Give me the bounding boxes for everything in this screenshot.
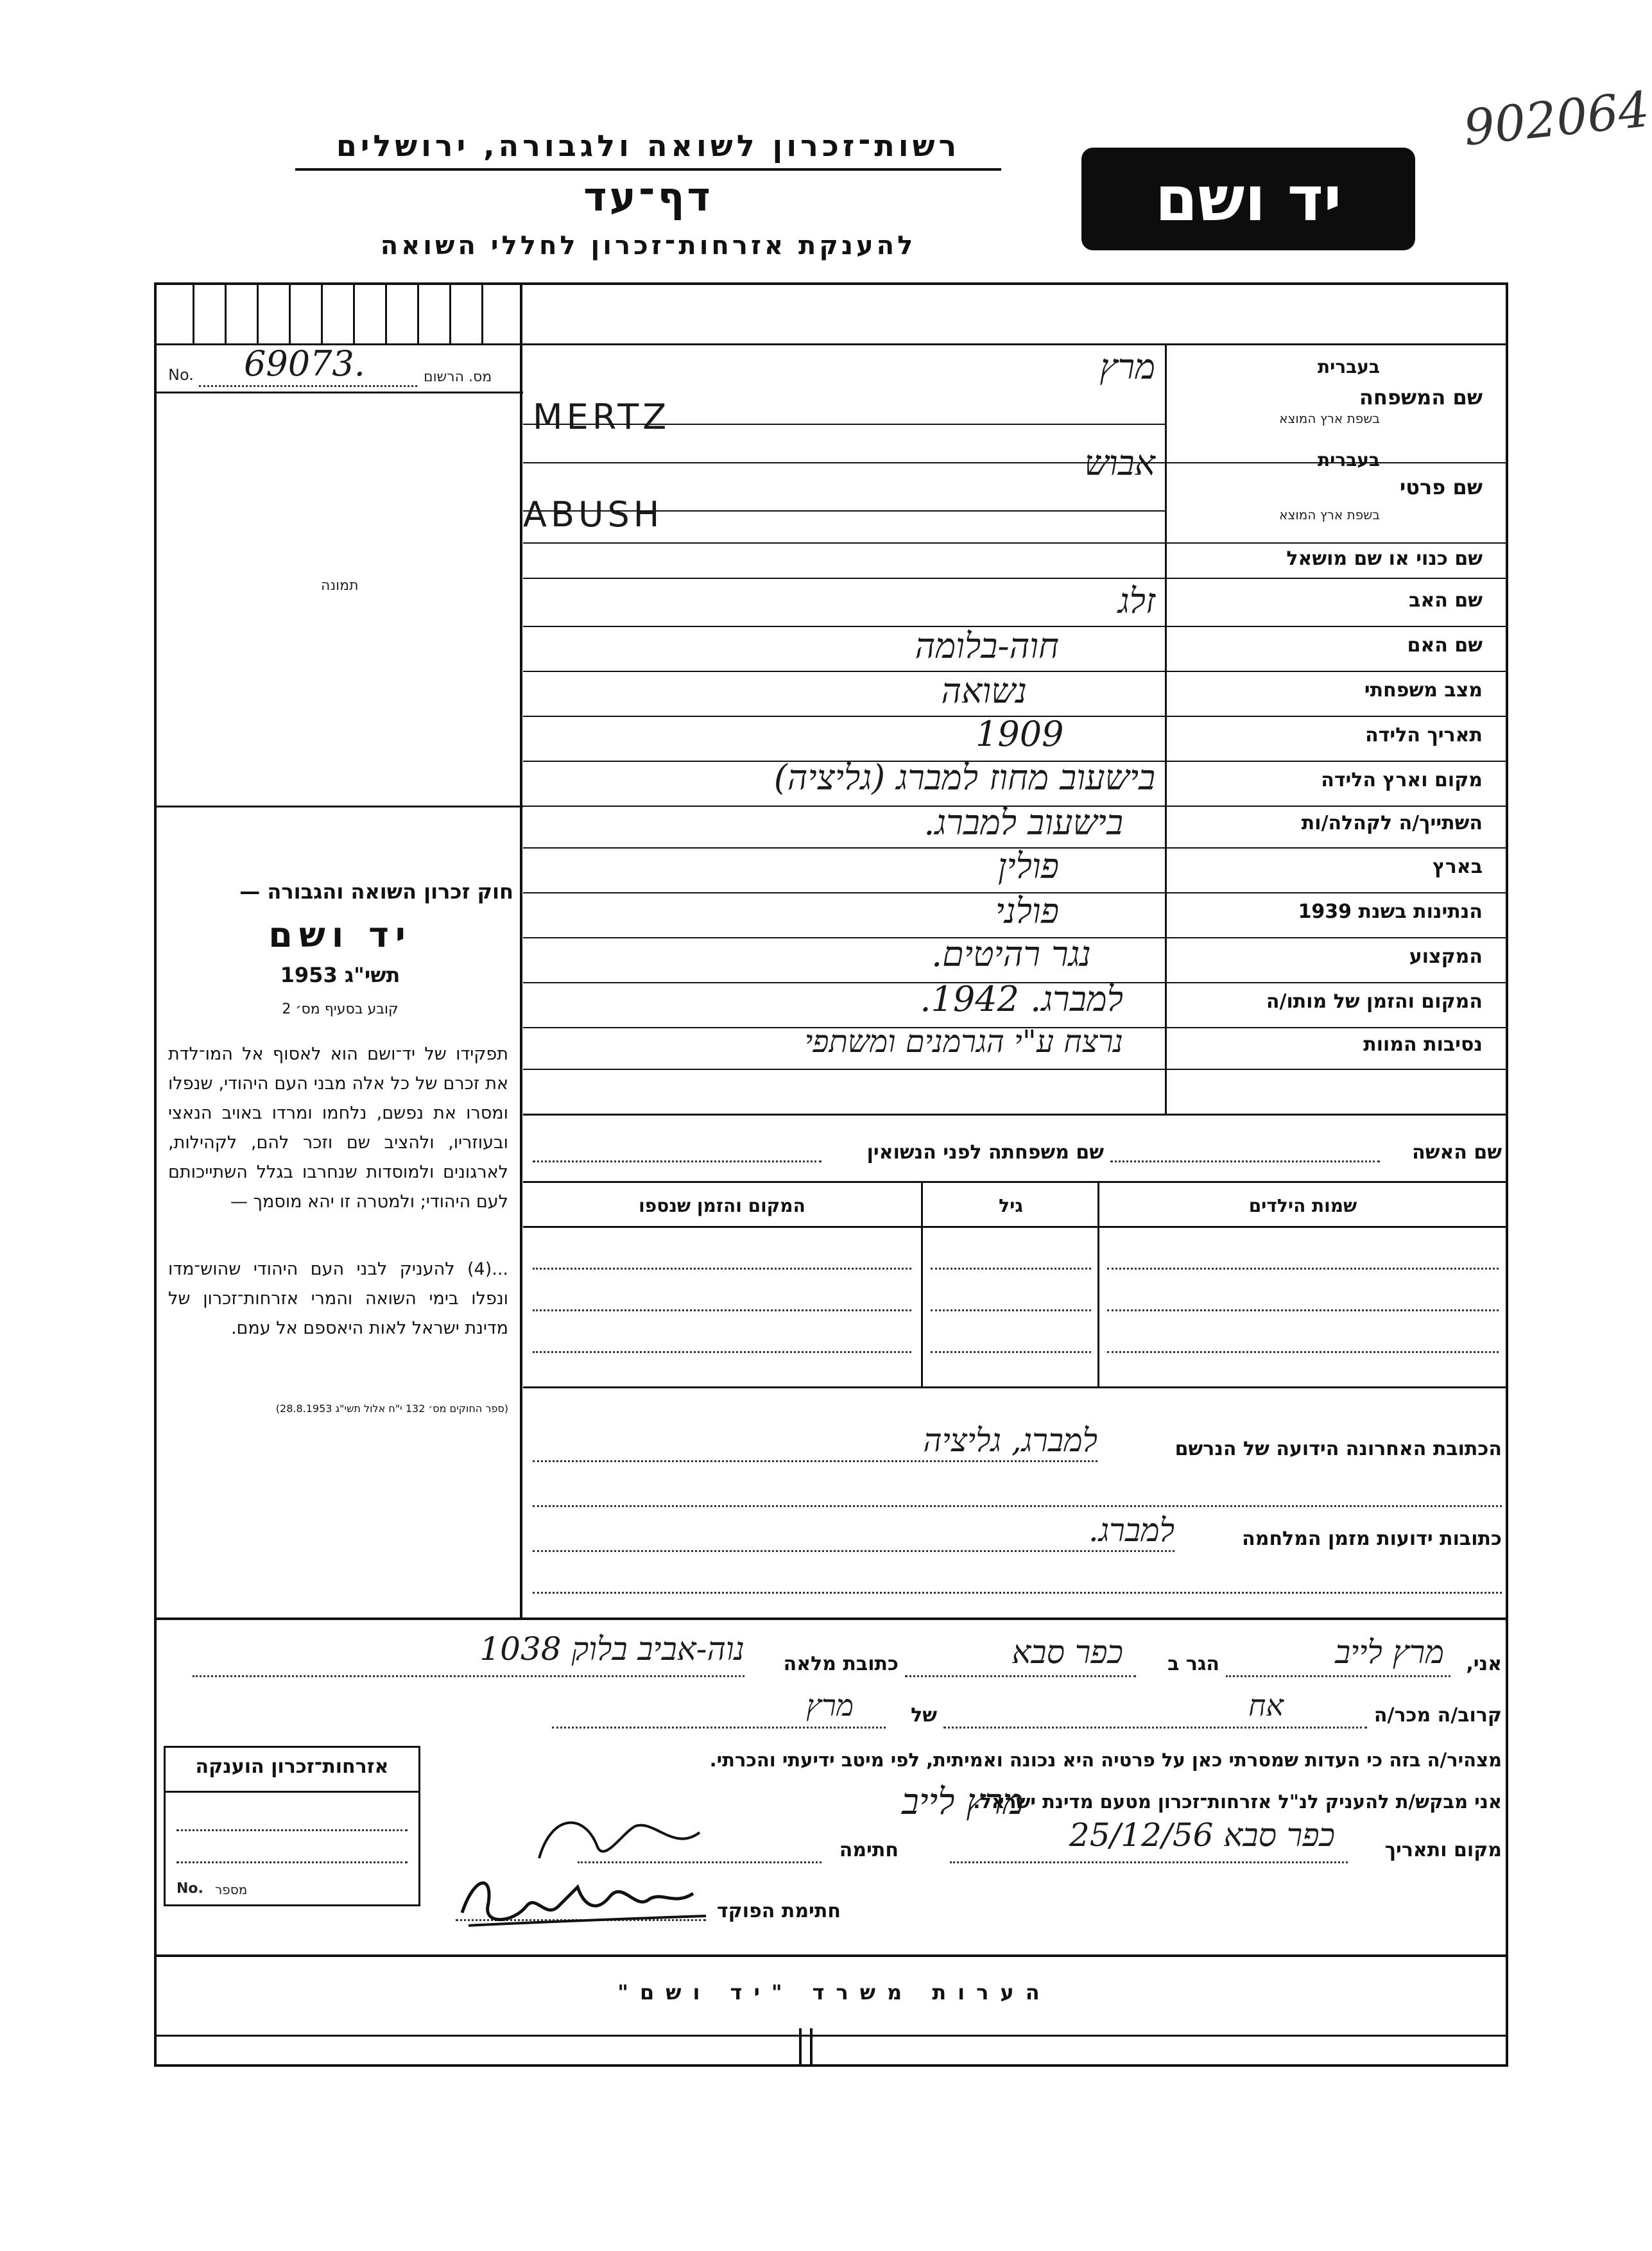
residing-value: כפר סבא	[1011, 1634, 1123, 1671]
signature-label: חתימה	[839, 1839, 899, 1861]
reg-number: 69073.	[244, 343, 365, 384]
marital-status-value: נשואה	[941, 671, 1027, 711]
community-label: השתייך/ה לקהלה/ות	[1301, 812, 1483, 834]
award-number-label: מספר	[215, 1882, 248, 1897]
marital-status-label: מצב משפחתי	[1364, 679, 1483, 702]
law-name: יד ושם	[268, 915, 412, 955]
reg-heb-label: מס. הרשום	[424, 369, 492, 385]
community-value: בישעוב למברג.	[924, 802, 1123, 843]
profession-label: המקצוע	[1409, 945, 1483, 968]
first-name-label: שם פרטי	[1399, 475, 1483, 499]
father-value: זלג	[1117, 581, 1155, 621]
place-date-label: מקום ותאריך	[1384, 1839, 1502, 1861]
pen-flourish	[526, 1807, 719, 1877]
declarant-signature: מרץ לייב	[901, 1781, 1024, 1823]
of-value: מרץ	[806, 1688, 854, 1723]
wife-maiden-label: שם משפחתה לפני הנשואין	[866, 1141, 1104, 1164]
family-name-hebrew-value: מרץ	[1099, 347, 1155, 387]
mother-value: חוה-בלומה	[915, 626, 1059, 666]
place-date-value: כפר סבא 25/12/56	[1069, 1816, 1335, 1854]
form-subtitle: להענקת אזרחות־זכרון לחללי השואה	[380, 231, 916, 261]
family-name-label: שם המשפחה	[1359, 385, 1483, 410]
children-age-header: גיל	[999, 1195, 1023, 1216]
family-name-country-label: בשפת ארץ המוצא	[1279, 411, 1380, 426]
birth-date-label: תאריך הלידה	[1365, 724, 1483, 746]
father-label: שם האב	[1409, 589, 1483, 612]
law-section: קובע בסעיף מס׳ 2	[282, 1001, 399, 1017]
law-paragraph-1: תפקידו של יד־ושם הוא לאסוף אל המו־לדת את זכרם של כל אלה מבני העם היהודי, שנפלו ומסרו את נפשם, נלחמו ומרדו באויב הנאצי ובעוזריו, ולהציב שם וזכר להם, לקהילות, לארגונים ולמוסדות שנחרבו בגלל השתייכותם לעם היהודי; ולמטרה זו יהא מוסמך —	[168, 1044, 508, 1212]
mother-label: שם האם	[1407, 634, 1483, 657]
declarant-name: מרץ לייב	[1335, 1634, 1444, 1671]
profession-value: נגר רהיטים.	[931, 934, 1091, 974]
declarant-i-label: אני,	[1466, 1653, 1502, 1675]
logo-lettering: יד ושם	[1155, 163, 1342, 235]
wartime-address-label: כתובות ידועות מזמן המלחמה	[1242, 1528, 1502, 1550]
death-place-time-label: המקום והזמן של מותו/ה	[1266, 990, 1483, 1013]
residing-label: הגר ב	[1167, 1653, 1219, 1675]
death-circumstances-value: נרצח ע"י הגרמנים ומשתפי	[804, 1024, 1123, 1060]
form-title: דף־עד	[583, 173, 713, 220]
reg-no-label: No.	[168, 366, 194, 384]
full-address-value: נוה-אביב בלוק 1038	[479, 1630, 744, 1668]
yad-vashem-logo	[1081, 148, 1415, 250]
authority-title: רשות־זכרון לשואה ולגבורה, ירושלים	[336, 128, 961, 163]
citizenship-value: פולני	[995, 891, 1059, 931]
officer-signature-label: חתימת הפוקד	[717, 1900, 841, 1922]
law-reference: (ספר החוקים מס׳ 132 י"ח אלול תשי"ג 28.8.1953)	[275, 1402, 508, 1415]
first-name-hebrew-label: בעברית	[1317, 449, 1380, 470]
death-circumstances-label: נסיבות המוות	[1363, 1033, 1483, 1056]
first-name-country-label: בשפת ארץ המוצא	[1279, 507, 1380, 522]
birth-date-value: 1909	[976, 714, 1064, 754]
first-name-hebrew-value: אבוש	[1084, 443, 1155, 483]
relation-label: קרוב/ה מכר/ה	[1373, 1704, 1502, 1727]
full-address-label: כתובת מלאה	[783, 1653, 899, 1675]
declaration-text: מצהיר/ה בזה כי העדות שמסרתי כאן על פרטיה היא נכונה ואמיתית, לפי מיטב ידיעתי והכרתי.	[709, 1749, 1502, 1771]
country-label: בארץ	[1432, 856, 1483, 878]
remarks-label: הערות משרד "יד ושם"	[617, 1980, 1051, 2005]
family-name-latin-value: MERTZ	[533, 397, 671, 437]
last-address-value: למברג, גליציה	[923, 1422, 1097, 1459]
family-name-hebrew-label: בעברית	[1317, 356, 1380, 377]
of-label: של	[911, 1704, 937, 1727]
country-value: פולין	[997, 846, 1059, 886]
children-names-header: שמות הילדים	[1248, 1195, 1357, 1216]
law-paragraph-2: ...(4) להעניק לבני העם היהודי שהוש־מדו ונפלו בימי השואה והמרי אזרחות־זכרון של מדינת ישראל לאות היאספם אל עמם.	[168, 1259, 508, 1338]
children-place-time-header: המקום והזמן שנספו	[639, 1195, 805, 1216]
award-title: אזרחות־זכרון הוענקה	[195, 1755, 389, 1778]
photo-label: תמונה	[321, 578, 359, 594]
wife-label: שם האשה	[1412, 1141, 1502, 1164]
citizenship-label: הנתינות בשנת 1939	[1298, 901, 1483, 923]
award-no-label: No.	[176, 1881, 203, 1897]
first-name-latin-value: ABUSH	[523, 494, 664, 535]
death-place-time-value: למברג. 1942.	[920, 979, 1123, 1019]
law-title: חוק זכרון השואה והגבורה —	[239, 879, 513, 904]
birth-place-label: מקום וארץ הלידה	[1321, 769, 1483, 791]
wartime-address-value: למברג.	[1088, 1512, 1174, 1549]
request-text: אני מבקש/ת להעניק לנ"ל אזרחות־זכרון מטעם מדינת ישראל.	[973, 1791, 1502, 1813]
relation-value: אח	[1248, 1688, 1284, 1723]
birth-place-value: בישעוב מחוז למברג (גליציה)	[773, 757, 1155, 798]
nickname-label: שם כנוי או שם מושאל	[1286, 548, 1483, 570]
law-year: תשי"ג 1953	[280, 963, 400, 987]
archive-number: 902064	[1461, 80, 1652, 157]
last-address-label: הכתובת האחרונה הידועה של הנרשם	[1174, 1438, 1502, 1460]
